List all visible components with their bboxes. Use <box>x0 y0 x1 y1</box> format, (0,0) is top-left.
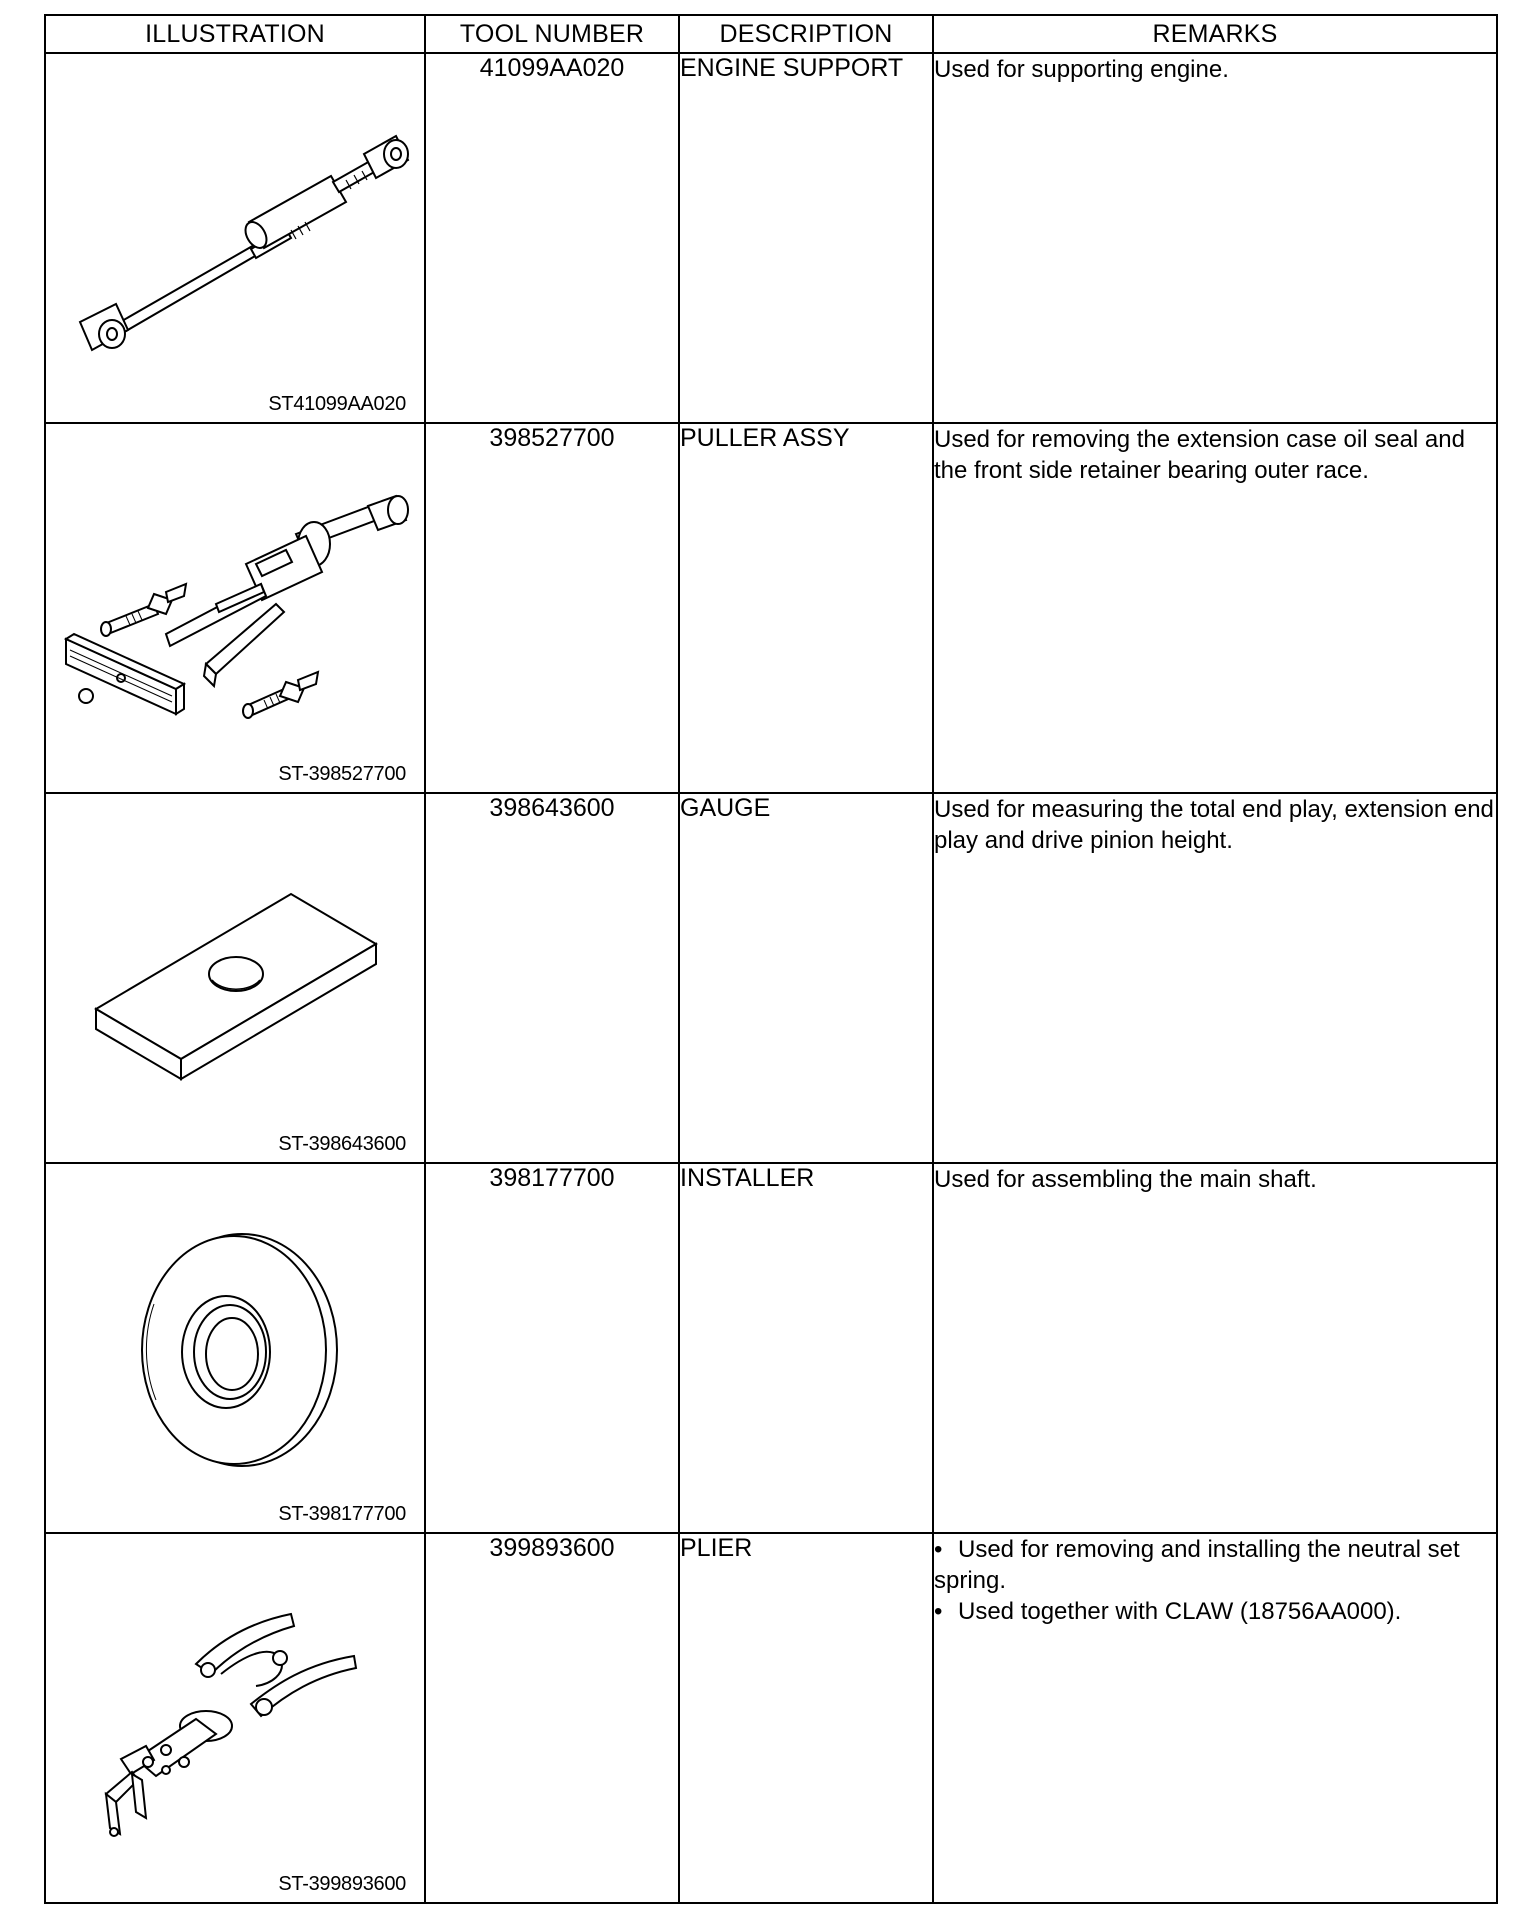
header-description: DESCRIPTION <box>679 15 933 53</box>
tool-description: GAUGE <box>679 793 933 1163</box>
tool-number: 399893600 <box>425 1533 679 1903</box>
installer-icon <box>46 1164 426 1534</box>
illustration-cell <box>45 1533 425 1903</box>
remark-bullet: • Used together with CLAW (18756AA000). <box>934 1598 1402 1625</box>
gauge-icon <box>46 794 426 1164</box>
tool-number: 398643600 <box>425 793 679 1163</box>
tool-description: INSTALLER <box>679 1163 933 1533</box>
remark-text: Used for removing the extension case oil seal and the front side retainer bearing outer race. <box>934 426 1465 484</box>
table-row <box>45 1163 1497 1533</box>
special-tools-table <box>44 14 1498 1904</box>
table-row <box>45 793 1497 1163</box>
table-row <box>45 423 1497 793</box>
illustration-cell <box>45 423 425 793</box>
illustration-caption: ST-398527700 <box>278 763 406 785</box>
header-tool-number: TOOL NUMBER <box>425 15 679 53</box>
tool-remarks <box>933 793 1497 1163</box>
illustration-caption: ST41099AA020 <box>268 393 406 415</box>
illustration-caption: ST-399893600 <box>278 1873 406 1895</box>
remark-text: Used for measuring the total end play, extension end play and drive pinion height. <box>934 796 1494 854</box>
tool-number: 398177700 <box>425 1163 679 1533</box>
tool-number: 41099AA020 <box>425 53 679 423</box>
header-remarks: REMARKS <box>933 15 1497 53</box>
illustration-cell <box>45 53 425 423</box>
header-row <box>45 15 1497 53</box>
remark-text: Used for removing and installing the neutral set spring. <box>934 1536 1460 1594</box>
illustration-cell <box>45 793 425 1163</box>
table-row <box>45 53 1497 423</box>
tool-remarks <box>933 53 1497 423</box>
illustration-cell <box>45 1163 425 1533</box>
plier-icon <box>46 1534 426 1904</box>
tool-remarks <box>933 1163 1497 1533</box>
tool-remarks <box>933 1533 1497 1903</box>
remark-text: Used for assembling the main shaft. <box>934 1166 1317 1193</box>
tool-number: 398527700 <box>425 423 679 793</box>
illustration-caption: ST-398643600 <box>278 1133 406 1155</box>
illustration-caption: ST-398177700 <box>278 1503 406 1525</box>
table-row <box>45 1533 1497 1903</box>
header-illustration: ILLUSTRATION <box>45 15 425 53</box>
remark-bullet: • Used for removing and installing the neutral set spring. <box>934 1536 1460 1594</box>
remark-text: Used together with CLAW (18756AA000). <box>958 1598 1402 1625</box>
tool-description: ENGINE SUPPORT <box>679 53 933 423</box>
puller-assy-icon <box>46 424 426 794</box>
engine-support-icon <box>46 54 426 424</box>
remark-text: Used for supporting engine. <box>934 56 1229 83</box>
tool-description: PLIER <box>679 1533 933 1903</box>
tool-description: PULLER ASSY <box>679 423 933 793</box>
tool-remarks <box>933 423 1497 793</box>
